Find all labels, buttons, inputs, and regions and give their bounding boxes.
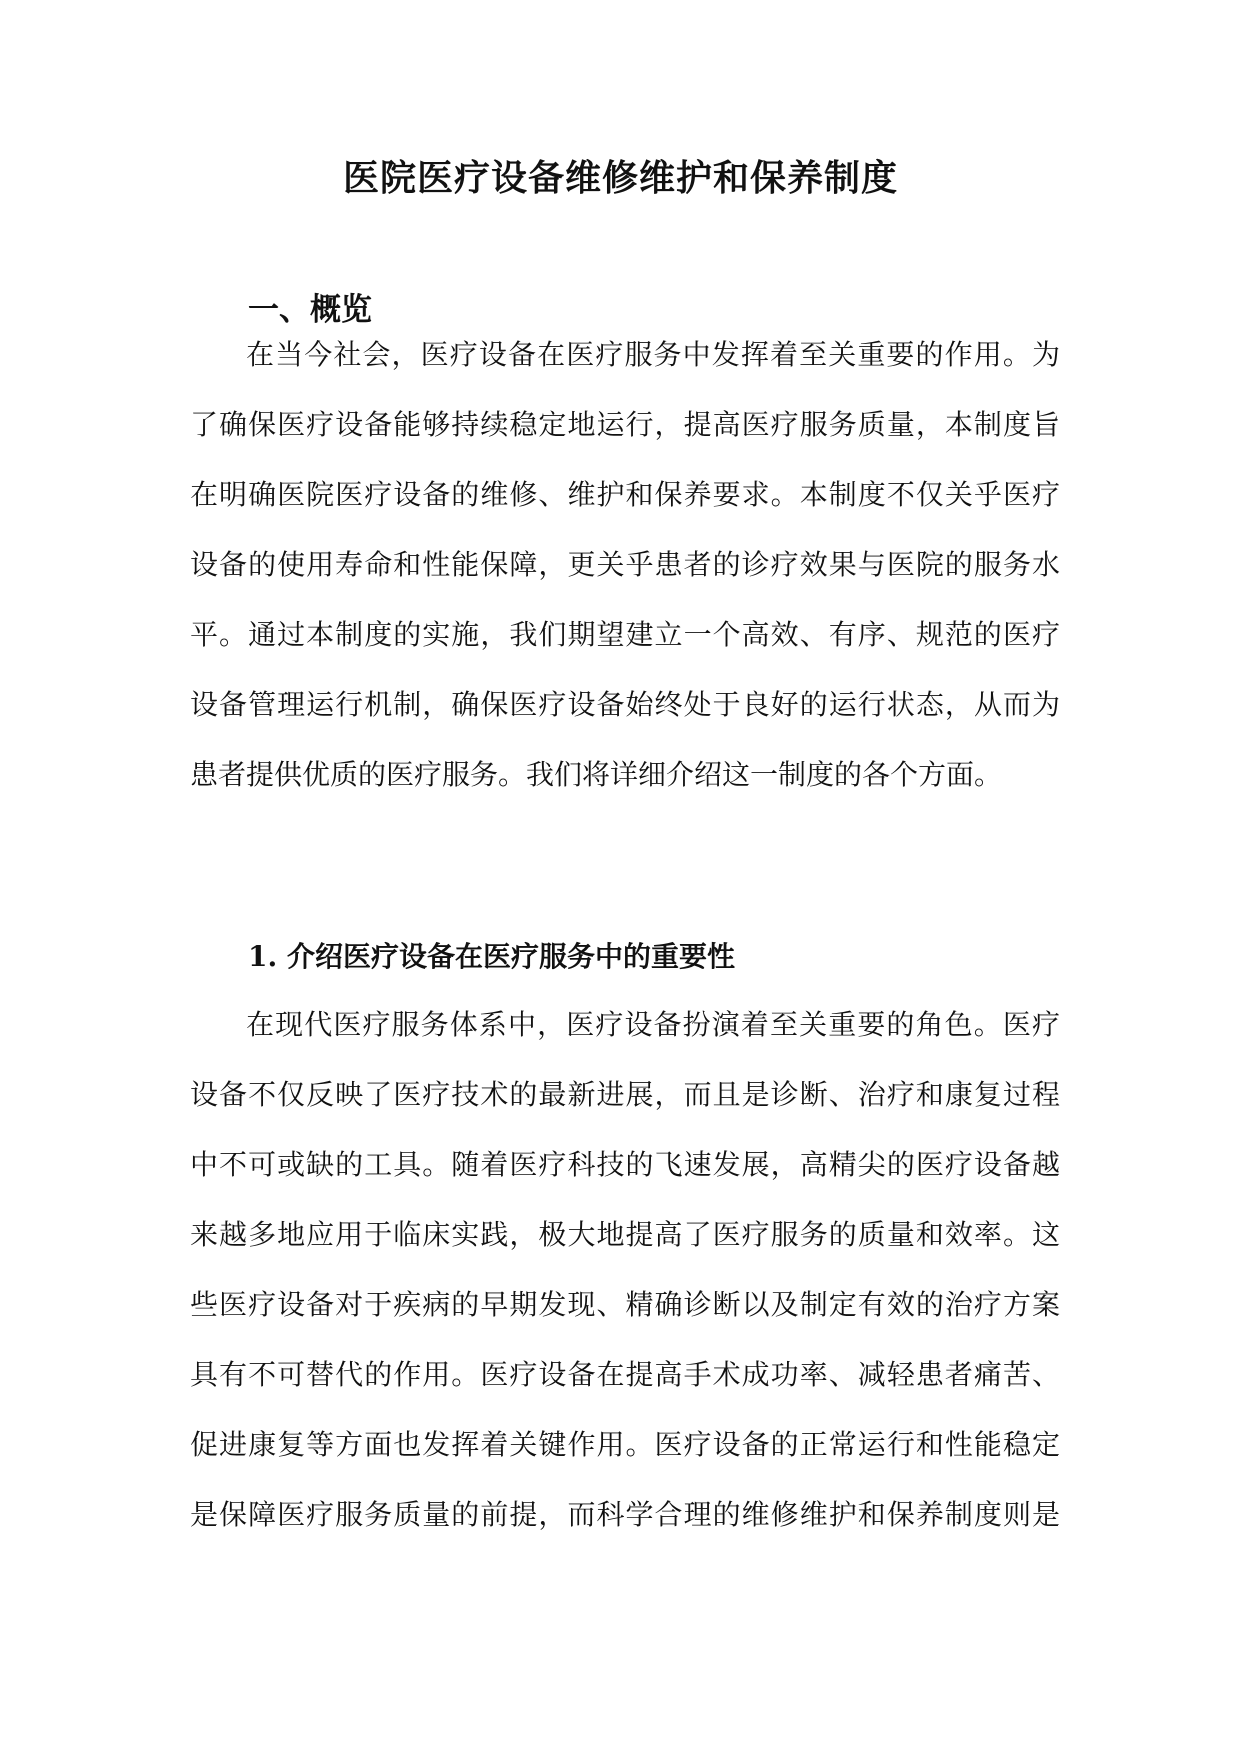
paragraph-line: 中不可或缺的工具。随着医疗科技的飞速发展，高精尖的医疗设备越	[190, 1148, 1060, 1181]
paragraph-line: 是保障医疗服务质量的前提，而科学合理的维修维护和保养制度则是	[190, 1498, 1060, 1531]
paragraph-line: 在现代医疗服务体系中，医疗设备扮演着至关重要的角色。医疗	[246, 1008, 1060, 1041]
paragraph-line: 平。通过本制度的实施，我们期望建立一个高效、有序、规范的医疗	[190, 618, 1060, 651]
section-heading-overview: 一、概览	[248, 292, 372, 328]
paragraph-line: 设备的使用寿命和性能保障，更关乎患者的诊疗效果与医院的服务水	[190, 548, 1060, 581]
paragraph-line: 了确保医疗设备能够持续稳定地运行，提高医疗服务质量，本制度旨	[190, 408, 1060, 441]
paragraph-line: 促进康复等方面也发挥着关键作用。医疗设备的正常运行和性能稳定	[190, 1428, 1060, 1461]
paragraph-line: 在明确医院医疗设备的维修、维护和保养要求。本制度不仅关乎医疗	[190, 478, 1060, 511]
document-title: 医院医疗设备维修维护和保养制度	[342, 157, 898, 199]
paragraph-line: 具有不可替代的作用。医疗设备在提高手术成功率、减轻患者痛苦、	[190, 1358, 1060, 1391]
paragraph-line: 些医疗设备对于疾病的早期发现、精确诊断以及制定有效的治疗方案	[190, 1288, 1060, 1321]
paragraph-line: 设备不仅反映了医疗技术的最新进展，而且是诊断、治疗和康复过程	[190, 1078, 1060, 1111]
paragraph-line: 患者提供优质的医疗服务。我们将详细介绍这一制度的各个方面。	[190, 758, 1003, 791]
paragraph-line: 在当今社会，医疗设备在医疗服务中发挥着至关重要的作用。为	[246, 338, 1060, 371]
subsection-heading-importance: 1. 介绍医疗设备在医疗服务中的重要性	[248, 940, 735, 973]
paragraph-line: 设备管理运行机制，确保医疗设备始终处于良好的运行状态，从而为	[190, 688, 1060, 721]
paragraph-line: 来越多地应用于临床实践，极大地提高了医疗服务的质量和效率。这	[190, 1218, 1060, 1251]
